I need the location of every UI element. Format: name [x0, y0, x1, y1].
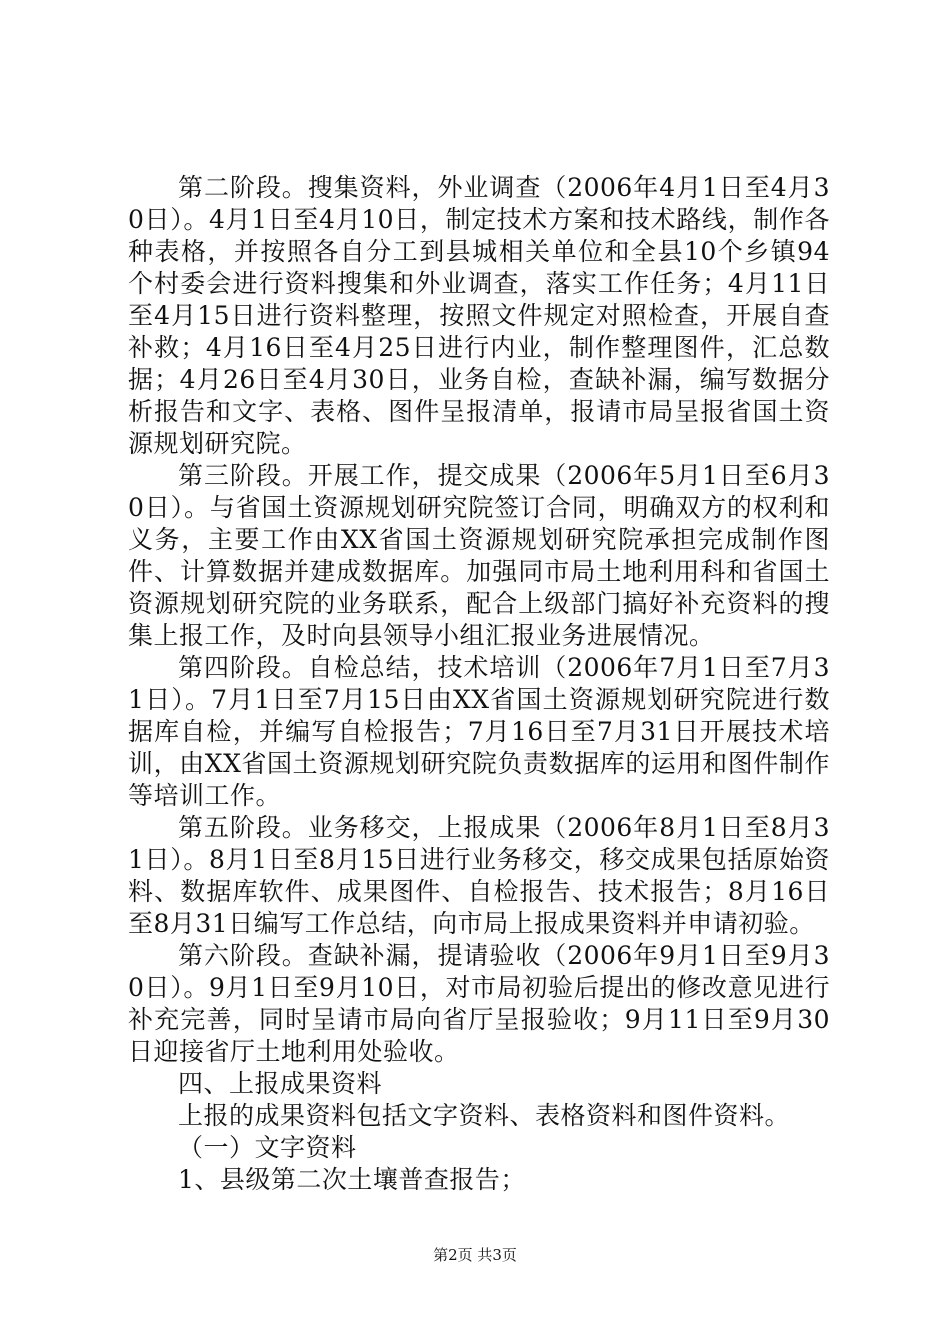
section-heading-submitted-results: 四、上报成果资料	[178, 1069, 383, 1098]
paragraph-stage-five: 第五阶段。业务移交，上报成果（2006年8月1日至8月31日）。8月1日至8月15日进行业务移交，移交成果包括原始资料、数据库软件、成果图件、自检报告、技术报告；8月16日至8月31日编写工作总结，向市局上报成果资料并申请初验。	[128, 813, 830, 938]
list-item-soil-survey-report: 1、县级第二次土壤普查报告；	[178, 1165, 526, 1194]
paragraph-stage-two: 第二阶段。搜集资料，外业调查（2006年4月1日至4月30日）。4月1日至4月10日，制定技术方案和技术路线，制作各种表格，并按照各自分工到县城相关单位和全县10个乡镇94个村委会进行资料搜集和外业调查，落实工作任务；4月11日至4月15日进行资料整理，按照文件规定对照检查，开展自查补救；4月16日至4月25日进行内业，制作整理图件，汇总数据；4月26日至4月30日，业务自检，查缺补漏，编写数据分析报告和文字、表格、图件呈报清单，报请市局呈报省国土资源规划研究院。	[128, 173, 830, 458]
subsection-heading-text-materials: （一）文字资料	[178, 1133, 357, 1162]
paragraph-results-overview: 上报的成果资料包括文字资料、表格资料和图件资料。	[178, 1101, 791, 1130]
paragraph-stage-six: 第六阶段。查缺补漏，提请验收（2006年9月1日至9月30日）。9月1日至9月10日，对市局初验后提出的修改意见进行补充完善，同时呈请市局向省厅呈报验收；9月11日至9月30日迎接省厅土地利用处验收。	[128, 941, 830, 1066]
page-number-footer: 第2页 共3页	[433, 1246, 517, 1264]
paragraph-stage-three: 第三阶段。开展工作，提交成果（2006年5月1日至6月30日）。与省国土资源规划研究院签订合同，明确双方的权利和义务，主要工作由XX省国土资源规划研究院承担完成制作图件、计算数据并建成数据库。加强同市局土地利用科和省国土资源规划研究院的业务联系，配合上级部门搞好补充资料的搜集上报工作，及时向县领导小组汇报业务进展情况。	[128, 461, 830, 650]
document-body	[128, 172, 830, 1196]
paragraph-stage-four: 第四阶段。自检总结，技术培训（2006年7月1日至7月31日）。7月1日至7月15日由XX省国土资源规划研究院进行数据库自检，并编写自检报告；7月16日至7月31日开展技术培训，由XX省国土资源规划研究院负责数据库的运用和图件制作等培训工作。	[128, 653, 830, 810]
